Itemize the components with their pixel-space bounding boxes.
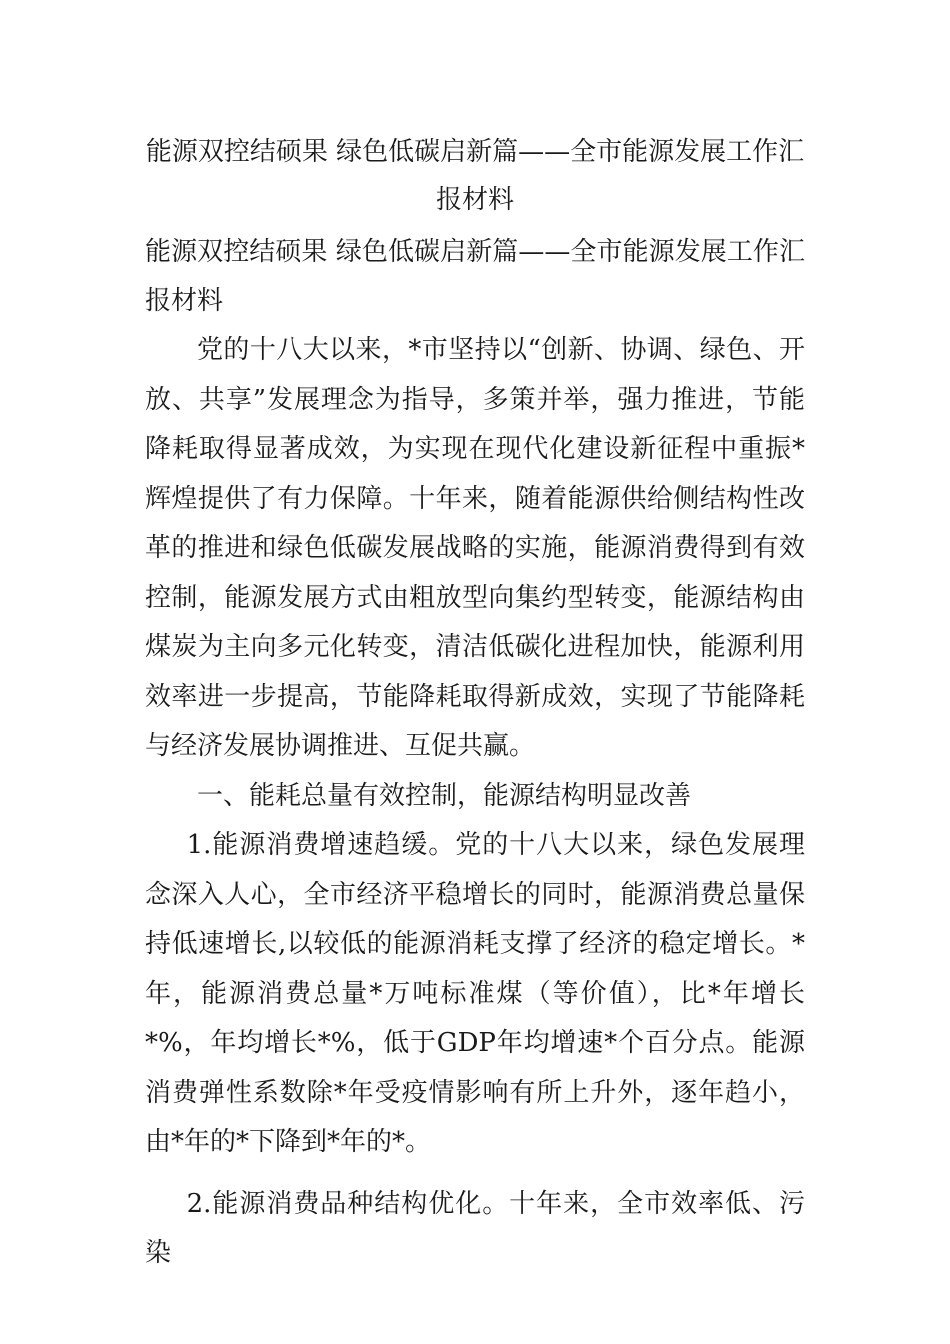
repeated-title: 能源双控结硕果 绿色低碳启新篇——全市能源发展工作汇报材料 [145, 237, 805, 316]
paragraph-spacer [145, 1168, 805, 1180]
section-heading: 一、能耗总量有效控制，能源结构明显改善 [197, 780, 692, 811]
numbered-paragraph-1: 1.能源消费增速趋缓。党的十八大以来，绿色发展理念深入人心，全市经济平稳增长的同时，能源消费总量保持低速增长,以较低的能源消耗支撑了经济的稳定增长。*年，能源消费总量*万吨标准煤（等价值），比*年增长*%，年均增长*%，低于GDP年均增速*个百分点。能源消费弹性系数除*年受疫情影响有所上升外，逐年趋小，由*年的*下降到*年的*。 [145, 830, 805, 1157]
document-title: 能源双控结硕果 绿色低碳启新篇——全市能源发展工作汇报材料 [145, 137, 805, 215]
numbered-paragraph-2: 2.能源消费品种结构优化。十年来，全市效率低、污染 [145, 1188, 805, 1268]
document-page [145, 128, 805, 1279]
intro-paragraph: 党的十八大以来，*市坚持以“创新、协调、绿色、开放、共享”发展理念为指导，多策并举，强力推进，节能降耗取得显著成效，为实现在现代化建设新征程中重振*辉煌提供了有力保障。十年来，随着能源供给侧结构性改革的推进和绿色低碳发展战略的实施，能源消费得到有效控制，能源发展方式由粗放型向集约型转变，能源结构由煤炭为主向多元化转变，清洁低碳化进程加快，能源利用效率进一步提高，节能降耗取得新成效，实现了节能降耗与经济发展协调推进、互促共赢。 [145, 335, 805, 761]
